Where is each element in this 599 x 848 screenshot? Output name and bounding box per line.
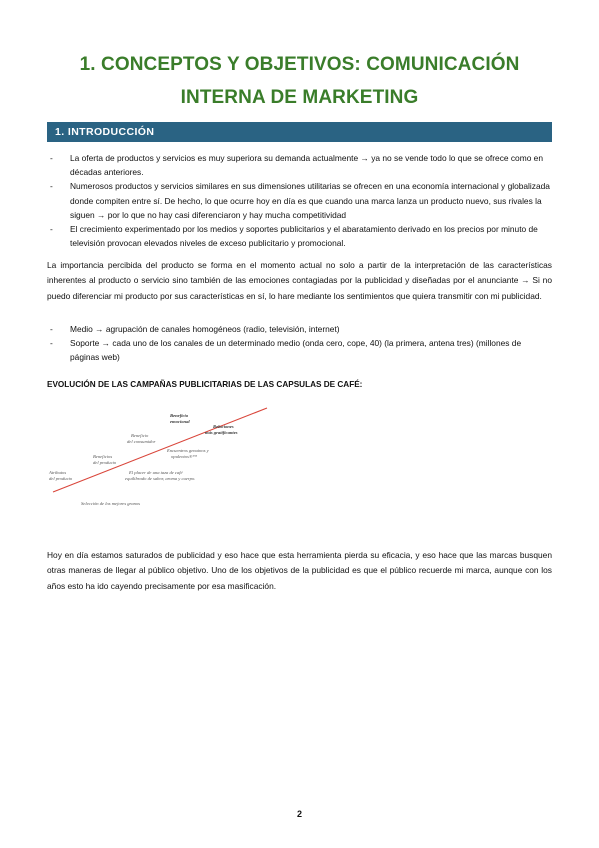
step-label: emocional xyxy=(170,419,190,424)
list-item: - Numerosos productos y servicios similares en sus dimensiones utilitarias se ofrecen en una economía internacional y globalizada donde compiten entre sí. De hecho, lo que ocurre hoy en día es que cuando una marca lanza un producto nuevo, sus rivales la siguen → por lo que no hay casi diferenciaron y hay mucha competitividad xyxy=(47,179,552,222)
step-label: Atributos xyxy=(49,470,67,475)
paragraph-saturation: Hoy en día estamos saturados de publicidad y eso hace que esta herramienta pierda su eficacia, y eso hace que las marcas busquen otras maneras de llegar al público objetivo. Uno de los objetivos de la publicidad es que el público recuerde mi marca, aunque con los años esto ha ido cayendo precisamente por esa masificación. xyxy=(47,550,552,591)
page-title-line-2: INTERNA DE MARKETING xyxy=(180,87,419,108)
evolution-diagram xyxy=(45,404,275,522)
step-label: Beneficio xyxy=(170,413,189,418)
section-header xyxy=(47,122,552,142)
list-item: - La oferta de productos y servicios es muy superiora su demanda actualmente → ya no se vende todo lo que se ofrece como en décadas anteriores. xyxy=(47,151,552,179)
diagram-caption: opulentos®™ xyxy=(171,454,197,459)
step-label: del producto xyxy=(93,460,117,465)
diagram-caption: El placer de una taza de café xyxy=(129,470,183,475)
page-number: 2 xyxy=(296,809,302,819)
list-item: - Soporte → cada uno de los canales de un determinado medio (onda cero, cope, 40) (la primera, antena tres) (millones de páginas web) xyxy=(47,336,552,364)
diagram-caption: equilibrado de sabor, aroma y cuerpo. xyxy=(125,476,196,481)
subheading-evolution: EVOLUCIÓN DE LAS CAMPAÑAS PUBLICITARIAS DE LAS CAPSULAS DE CAFÉ: xyxy=(47,380,363,389)
step-label: Beneficio xyxy=(131,433,149,438)
page-title-line-1: 1. CONCEPTOS Y OBJETIVOS: COMUNICACIÓN xyxy=(79,54,520,75)
step-label: del consumidor xyxy=(127,439,156,444)
bullet-list-context xyxy=(47,151,552,250)
step-label: del producto xyxy=(49,476,73,481)
paragraph-importance: La importancia percibida del producto se forma en el momento actual no solo a partir de la interpretación de las características inherentes al producto o servicio sino también de las emociones contagiadas por la publicidad y diseñadas por el anunciante → Si no puedo diferenciar mi producto por sus características en sí, lo hare mediante los sentimientos que quiera transmitir con mi publicidad. xyxy=(47,260,552,301)
step-label: Beneficios xyxy=(93,454,113,459)
diagram-caption: Encuentros genuinos y xyxy=(167,448,209,453)
list-item: - Medio → agrupación de canales homogéneos (radio, televisión, internet) xyxy=(47,322,552,336)
list-item: - El crecimiento experimentado por los medios y soportes publicitarios y el abaratamiento derivado en los precios por minuto de televisión provocan elevados niveles de exceso publicitario y promocional. xyxy=(47,222,552,250)
step-label: más gratificantes xyxy=(205,430,238,435)
section-header-label: 1. INTRODUCCIÓN xyxy=(55,126,155,138)
bullet-list-definitions xyxy=(47,322,552,365)
diagram-caption: Selección de los mejores granos xyxy=(81,501,141,506)
step-label: Relaciones xyxy=(213,424,234,429)
